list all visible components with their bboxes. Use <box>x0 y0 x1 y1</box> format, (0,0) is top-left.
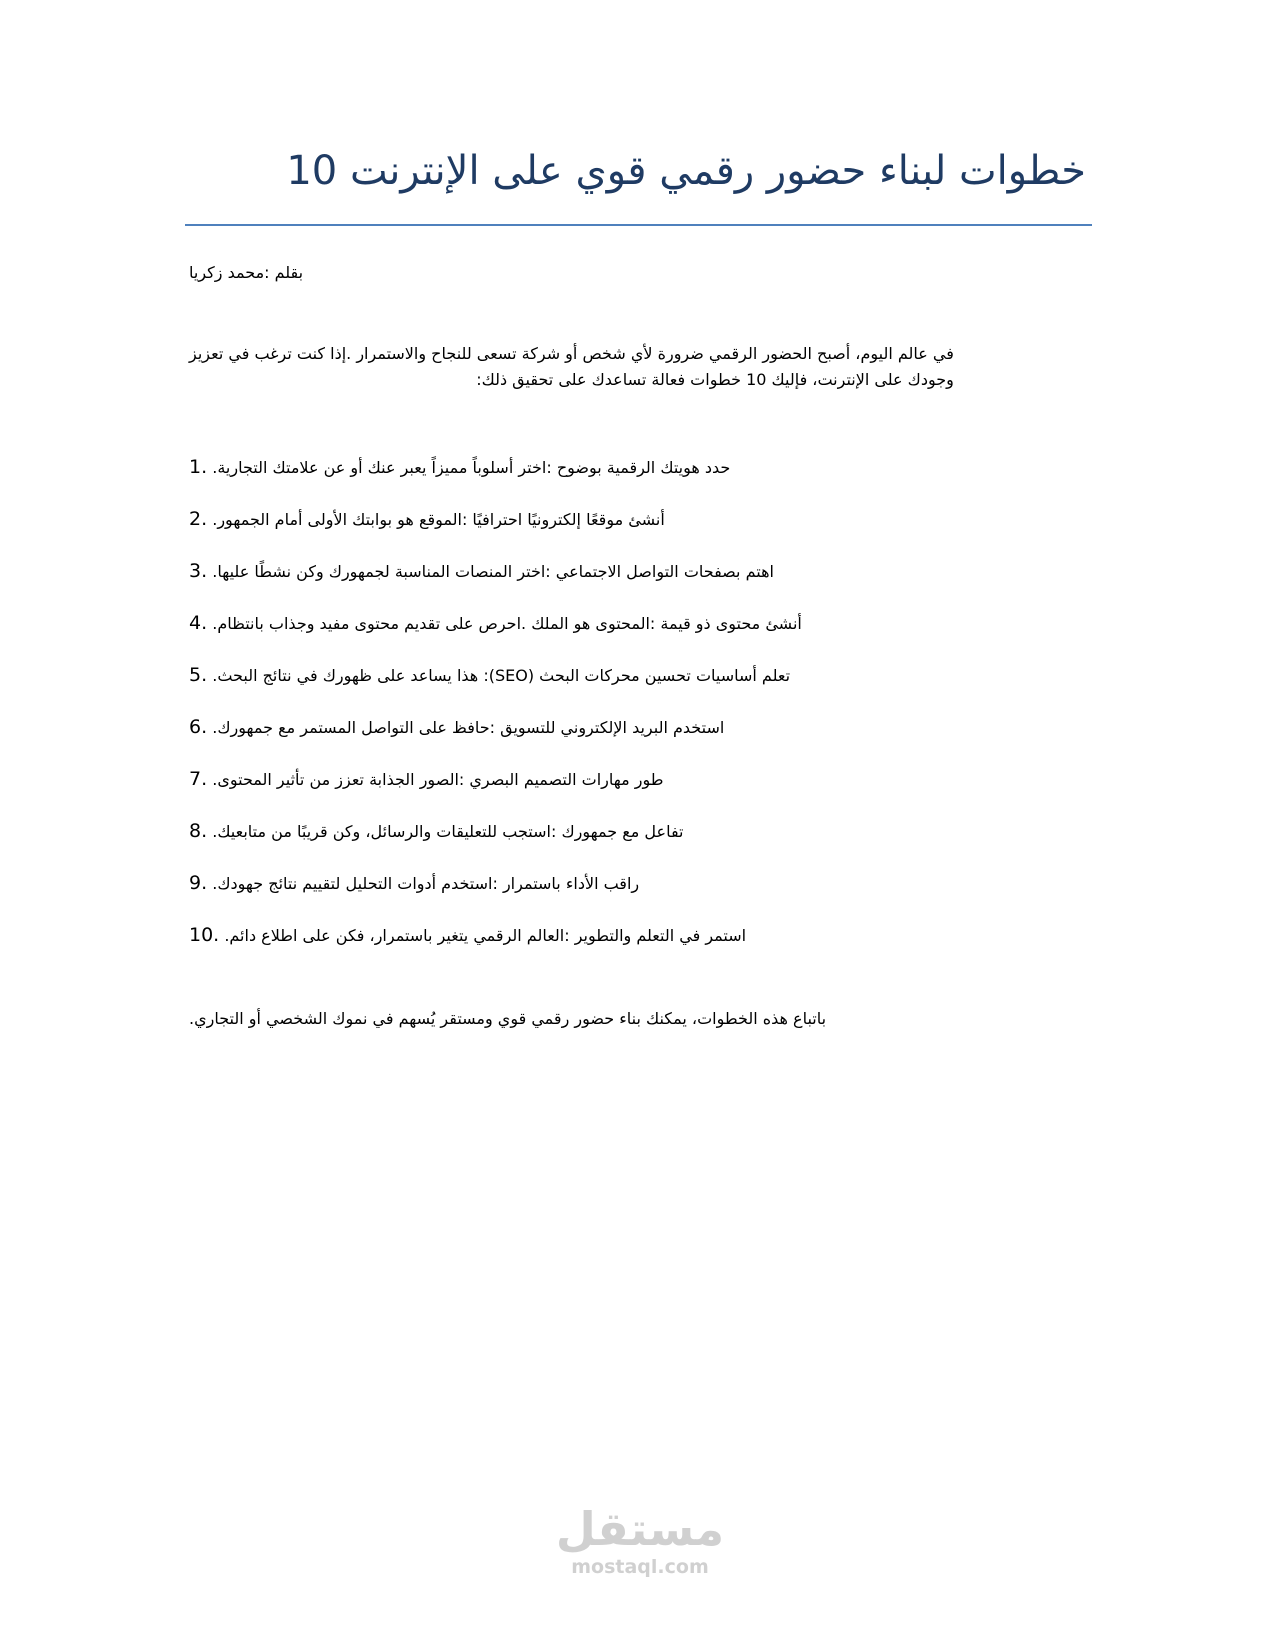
step-text: تفاعل مع جمهورك :استجب للتعليقات والرسائل، وكن قريبًا من متابعيك. <box>212 822 684 841</box>
closing-paragraph: باتباع هذه الخطوات، يمكنك بناء حضور رقمي قوي ومستقر يُسهم في نموك الشخصي أو التجاري. <box>189 1009 827 1028</box>
step-number: 2. <box>189 508 208 530</box>
step-number: 6. <box>189 716 208 738</box>
step-text: راقب الأداء باستمرار :استخدم أدوات التحليل لتقييم نتائج جهودك. <box>212 874 640 893</box>
step-text: استخدم البريد الإلكتروني للتسويق :حافظ على التواصل المستمر مع جمهورك. <box>212 718 725 737</box>
watermark-logo: مستقل <box>555 1502 725 1556</box>
step-text: استمر في التعلم والتطوير :العالم الرقمي يتغير باستمرار، فكن على اطلاع دائم. <box>224 926 747 945</box>
step-item <box>189 454 802 506</box>
title-underline <box>185 224 1092 226</box>
step-text: أنشئ محتوى ذو قيمة :المحتوى هو الملك .احرص على تقديم محتوى مفيد وجذاب بانتظام. <box>212 614 802 633</box>
steps-list <box>189 454 802 974</box>
document-title: خطوات لبناء حضور رقمي قوي على الإنترنت 10 <box>286 148 1086 194</box>
step-item <box>189 922 802 974</box>
step-text: تعلم أساسيات تحسين محركات البحث (SEO): هذا يساعد على ظهورك في نتائج البحث. <box>212 666 791 685</box>
step-text: أنشئ موقعًا إلكترونيًا احترافيًا :الموقع هو بوابتك الأولى أمام الجمهور. <box>212 510 665 529</box>
step-number: 5. <box>189 664 208 686</box>
step-number: 1. <box>189 456 208 478</box>
step-item <box>189 558 802 610</box>
step-item <box>189 766 802 818</box>
intro-paragraph <box>189 341 954 393</box>
step-item <box>189 818 802 870</box>
intro-line: وجودك على الإنترنت، فإليك 10 خطوات فعالة تساعدك على تحقيق ذلك: <box>476 370 954 389</box>
step-item <box>189 662 802 714</box>
step-item <box>189 506 802 558</box>
step-number: 3. <box>189 560 208 582</box>
step-item <box>189 870 802 922</box>
step-number: 4. <box>189 612 208 634</box>
step-item <box>189 610 802 662</box>
step-number: 7. <box>189 768 208 790</box>
step-number: 8. <box>189 820 208 842</box>
watermark-url: mostaql.com <box>571 1556 709 1578</box>
step-text: طور مهارات التصميم البصري :الصور الجذابة تعزز من تأثير المحتوى. <box>212 770 664 789</box>
step-text: حدد هويتك الرقمية بوضوح :اختر أسلوباً مميزاً يعبر عنك أو عن علامتك التجارية. <box>212 458 731 477</box>
step-number: 9. <box>189 872 208 894</box>
step-item <box>189 714 802 766</box>
mostaql-watermark <box>545 1502 735 1578</box>
intro-line: في عالم اليوم، أصبح الحضور الرقمي ضرورة لأي شخص أو شركة تسعى للنجاح والاستمرار .إذا كنت ترغب في تعزيز <box>189 344 954 363</box>
step-number: 10. <box>189 924 220 946</box>
step-text: اهتم بصفحات التواصل الاجتماعي :اختر المنصات المناسبة لجمهورك وكن نشطًا عليها. <box>212 562 774 581</box>
author-line: بقلم :محمد زكريا <box>189 263 304 282</box>
